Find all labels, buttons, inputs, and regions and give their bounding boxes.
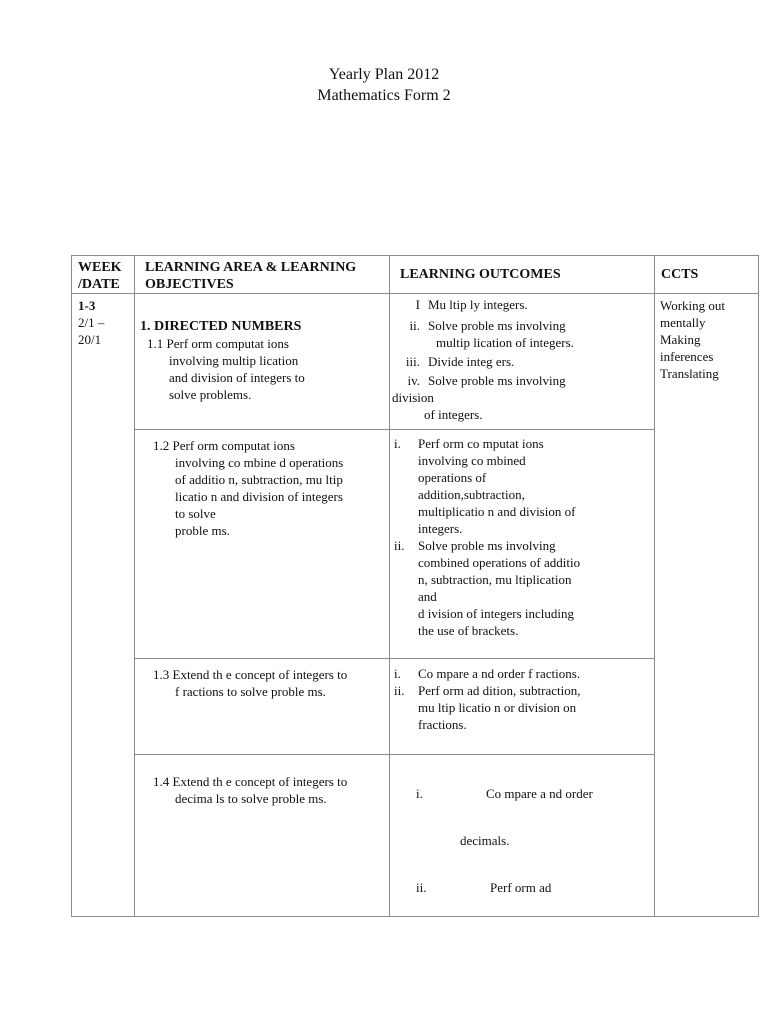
- topic-heading: 1. DIRECTED NUMBERS: [140, 319, 302, 334]
- week-number: 1-3: [78, 298, 96, 313]
- document-title: [0, 64, 768, 106]
- outcome-item: iii. Divide integ ers.: [405, 354, 515, 369]
- outcome-item: ii. Perf orm ad dition, subtraction, mu ltip licatio n or division on fractions.: [394, 683, 581, 732]
- week-date-cell: [72, 294, 135, 917]
- outcome-item: i. Perf orm co mputat ions involving co mbined operations of addition,subtraction, multiplicatio n and division of integers.: [394, 436, 576, 536]
- header-week: WEEK /DATE: [72, 256, 135, 294]
- objective-line: and division of integers to: [169, 370, 305, 385]
- learning-outcomes-cell: I Mu ltip ly integers. ii. Solve proble ms involving multip lication of integers. iii. Divide integ ers. iv. Solve proble ms involving division of integers.: [390, 294, 655, 430]
- objective-title: 1.4 Extend th e concept of integers to: [153, 774, 348, 789]
- outcome-item: ii. Perf orm ad: [416, 880, 552, 895]
- learning-outcomes-cell: i. Co mpare a nd order decimals. ii. Perf orm ad: [390, 755, 655, 917]
- week-date-start: 2/1 –: [78, 315, 105, 330]
- header-learning-area: LEARNING AREA & LEARNING OBJECTIVES: [135, 256, 390, 294]
- header-row: [72, 256, 759, 294]
- outcome-item: ii. Solve proble ms involving combined operations of additio n, subtraction, mu ltiplication and d ivision of integers including the use of brackets.: [394, 538, 581, 638]
- week-date-end: 20/1: [78, 332, 102, 347]
- learning-area-cell: [135, 294, 390, 430]
- outcome-item: ii. Solve proble ms involving multip lication of integers.: [409, 318, 574, 350]
- title-line-2: Mathematics Form 2: [317, 87, 451, 104]
- header-ccts: CCTS: [655, 256, 759, 294]
- learning-area-cell: 1.2 Perf orm computat ions involving co mbine d operations of additio n, subtraction, mu ltip licatio n and division of integers to solve proble ms.: [135, 430, 390, 659]
- outcome-item: I Mu ltip ly integers.: [415, 297, 528, 312]
- yearly-plan-table: [71, 255, 759, 917]
- learning-area-cell: 1.4 Extend th e concept of integers to decima ls to solve proble ms.: [135, 755, 390, 917]
- objective-line: involving multip lication: [169, 353, 299, 368]
- ccts-cell: Working out mentally Making inferences Translating: [655, 294, 759, 917]
- learning-area-cell: 1.3 Extend th e concept of integers to f ractions to solve proble ms.: [135, 659, 390, 755]
- outcome-item: iv. Solve proble ms involving: [407, 373, 566, 388]
- table-row: [72, 294, 759, 430]
- header-learning-outcomes: LEARNING OUTCOMES: [390, 256, 655, 294]
- objective-title: 1.3 Extend th e concept of integers to: [153, 667, 348, 682]
- objective-title: 1.2 Perf orm computat ions: [153, 438, 295, 453]
- outcome-item: i. Co mpare a nd order: [416, 786, 593, 801]
- objective-title: 1.1 Perf orm computat ions: [147, 336, 289, 351]
- learning-outcomes-cell: [390, 659, 655, 755]
- objective-line: solve problems.: [169, 387, 252, 402]
- title-line-1: Yearly Plan 2012: [328, 66, 440, 83]
- learning-outcomes-cell: [390, 430, 655, 659]
- outcome-item: i. Co mpare a nd order f ractions.: [394, 666, 581, 681]
